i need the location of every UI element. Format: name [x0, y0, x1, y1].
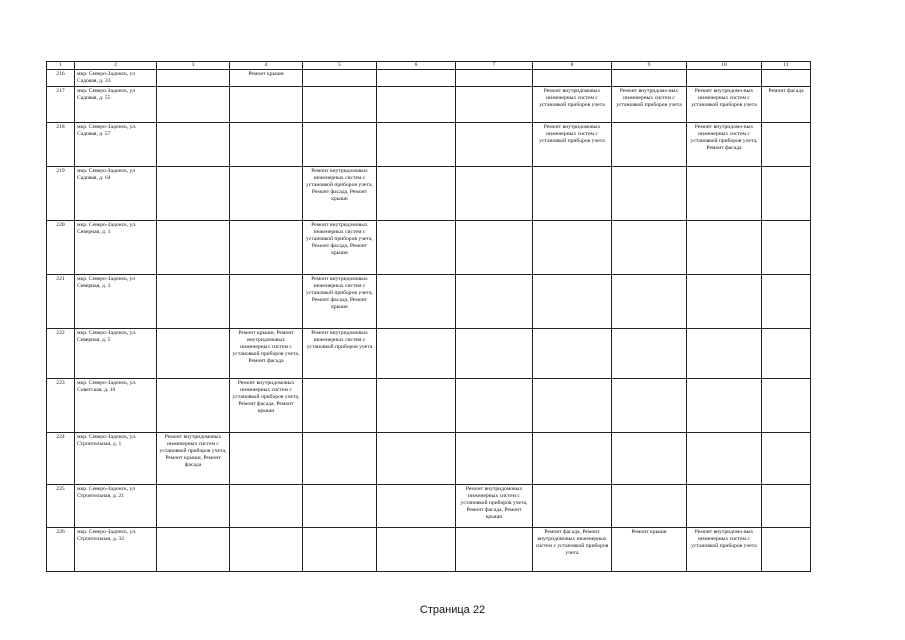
- table-row: [47, 485, 811, 528]
- work-type-cell: [687, 485, 762, 528]
- address-cell: мкр. Северо-Задонск, ул. Строительная, д. 1: [75, 433, 157, 485]
- work-type-cell: Ремонт крыши, Ремонт внутридомовых инженерных систем с установкой приборов учета, Ремонт фасада: [230, 329, 303, 379]
- work-type-cell: [377, 167, 456, 221]
- work-type-cell: [762, 275, 811, 329]
- work-type-cell: [612, 221, 687, 275]
- work-type-cell: Ремонт внутридомо-вых инженерных систем с установкой приборов учета, Ремонт фасада: [687, 123, 762, 167]
- address-cell: мкр. Северо-Задонск, ул. Строительная, д. 32: [75, 528, 157, 572]
- row-number: 224: [47, 433, 75, 485]
- row-number: 216: [47, 70, 75, 87]
- work-type-cell: [612, 485, 687, 528]
- row-number: 221: [47, 275, 75, 329]
- work-type-cell: [303, 87, 377, 123]
- work-type-cell: [230, 528, 303, 572]
- address-cell: мкр. Северо-Задонск, ул Садовая, д. 55: [75, 87, 157, 123]
- work-type-cell: [687, 275, 762, 329]
- work-type-cell: [303, 528, 377, 572]
- work-type-cell: [157, 87, 230, 123]
- work-type-cell: Ремонт крыши: [612, 528, 687, 572]
- work-type-cell: [377, 433, 456, 485]
- work-type-cell: [230, 221, 303, 275]
- column-number-header-row: [47, 62, 811, 70]
- work-type-cell: Ремонт внутридомо-вых инженерных систем с установкой приборов учета: [687, 528, 762, 572]
- work-type-cell: [612, 329, 687, 379]
- work-type-cell: [533, 485, 612, 528]
- column-number: 2: [75, 62, 157, 70]
- row-number: 226: [47, 528, 75, 572]
- work-type-cell: [687, 379, 762, 433]
- address-cell: мкр. Северо-Задонск, ул Строительная, д. 21: [75, 485, 157, 528]
- row-number: 219: [47, 167, 75, 221]
- work-type-cell: [612, 433, 687, 485]
- work-type-cell: [377, 485, 456, 528]
- work-type-cell: [456, 275, 533, 329]
- table-row: [47, 123, 811, 167]
- column-number: 8: [533, 62, 612, 70]
- table-row: [47, 528, 811, 572]
- address-cell: мкр. Северо-Задонск, ул Северная, д. 3: [75, 275, 157, 329]
- work-type-cell: [377, 329, 456, 379]
- work-type-cell: [377, 87, 456, 123]
- work-type-cell: [230, 123, 303, 167]
- work-type-cell: [456, 329, 533, 379]
- work-type-cell: Ремонт фасада, Ремонт внутридомовых инженерных систем с установкой приборов учета: [533, 528, 612, 572]
- column-number: 1: [47, 62, 75, 70]
- work-type-cell: [456, 528, 533, 572]
- row-number: 225: [47, 485, 75, 528]
- table-row: [47, 433, 811, 485]
- table-row: [47, 167, 811, 221]
- work-type-cell: [762, 528, 811, 572]
- work-type-cell: [533, 221, 612, 275]
- work-type-cell: Ремонт внутридомовых инженерных систем с установкой приборов учета: [533, 87, 612, 123]
- work-type-cell: [157, 329, 230, 379]
- work-type-cell: [230, 433, 303, 485]
- work-type-cell: [303, 70, 377, 87]
- work-type-cell: Ремонт фасада: [762, 87, 811, 123]
- work-type-cell: [157, 379, 230, 433]
- table-row: [47, 70, 811, 87]
- work-type-cell: Ремонт внутридомо-вых инженерных систем с установкой приборов учета: [612, 87, 687, 123]
- capital-repair-schedule-table: [46, 61, 811, 572]
- work-type-cell: [612, 70, 687, 87]
- work-type-cell: [533, 275, 612, 329]
- row-number: 218: [47, 123, 75, 167]
- work-type-cell: [157, 528, 230, 572]
- work-type-cell: [762, 379, 811, 433]
- table-row: [47, 329, 811, 379]
- work-type-cell: [533, 167, 612, 221]
- work-type-cell: [456, 87, 533, 123]
- work-type-cell: [377, 70, 456, 87]
- work-type-cell: [230, 87, 303, 123]
- column-number: 6: [377, 62, 456, 70]
- work-type-cell: [687, 329, 762, 379]
- work-type-cell: [377, 379, 456, 433]
- work-type-cell: [456, 123, 533, 167]
- work-type-cell: [533, 379, 612, 433]
- work-type-cell: [157, 275, 230, 329]
- work-type-cell: [612, 379, 687, 433]
- column-number: 9: [612, 62, 687, 70]
- table-row: [47, 275, 811, 329]
- column-number: 11: [762, 62, 811, 70]
- work-type-cell: [612, 275, 687, 329]
- work-type-cell: [157, 70, 230, 87]
- work-type-cell: Ремонт внутридомовых инженерных систем с установкой приборов учета: [533, 123, 612, 167]
- column-number: 3: [157, 62, 230, 70]
- work-type-cell: [303, 123, 377, 167]
- work-type-cell: [533, 329, 612, 379]
- work-type-cell: [456, 70, 533, 87]
- work-type-cell: [687, 70, 762, 87]
- work-type-cell: [157, 485, 230, 528]
- work-type-cell: [762, 221, 811, 275]
- column-number: 10: [687, 62, 762, 70]
- work-type-cell: [612, 123, 687, 167]
- row-number: 222: [47, 329, 75, 379]
- work-type-cell: [533, 70, 612, 87]
- work-type-cell: [157, 167, 230, 221]
- row-number: 217: [47, 87, 75, 123]
- row-number: 223: [47, 379, 75, 433]
- work-type-cell: [762, 329, 811, 379]
- column-number: 4: [230, 62, 303, 70]
- row-number: 220: [47, 221, 75, 275]
- work-type-cell: [762, 70, 811, 87]
- work-type-cell: [303, 433, 377, 485]
- work-type-cell: [687, 167, 762, 221]
- work-type-cell: Ремонт внутридомовых инженерных систем с установкой приборов учета, Ремонт фасада, Ремонт крыши: [303, 221, 377, 275]
- address-cell: мкр. Северо-Задонск, ул Садовая, д. 64: [75, 167, 157, 221]
- address-cell: мкр. Северо-Задонск, ул. Северная, д. 5: [75, 329, 157, 379]
- work-type-cell: [762, 433, 811, 485]
- work-type-cell: [157, 221, 230, 275]
- work-type-cell: [230, 485, 303, 528]
- address-cell: мкр. Северо-Задонск, ул Садовая, д. 33: [75, 70, 157, 87]
- work-type-cell: [456, 379, 533, 433]
- work-type-cell: [377, 221, 456, 275]
- address-cell: мкр. Северо-Задонск, ул. Советская, д. 10: [75, 379, 157, 433]
- work-type-cell: [456, 433, 533, 485]
- table-row: [47, 87, 811, 123]
- column-number: 7: [456, 62, 533, 70]
- work-type-cell: [230, 275, 303, 329]
- work-type-cell: [377, 123, 456, 167]
- work-type-cell: [157, 123, 230, 167]
- work-type-cell: [687, 221, 762, 275]
- work-type-cell: [687, 433, 762, 485]
- work-type-cell: [230, 167, 303, 221]
- work-type-cell: Ремонт внутридомовых инженерных систем с установкой приборов учета, Ремонт фасада, Ремонт крыши: [303, 167, 377, 221]
- work-type-cell: [303, 379, 377, 433]
- work-type-cell: Ремонт внутридомовых инженерных систем с установкой приборов учета, Ремонт фасада, Ремонт крыши: [303, 275, 377, 329]
- work-type-cell: [762, 167, 811, 221]
- work-type-cell: Ремонт крыши: [230, 70, 303, 87]
- work-type-cell: Ремонт внутридомовых инженерных систем с установкой приборов учета, Ремонт фасада, Ремонт крыши: [230, 379, 303, 433]
- work-type-cell: [377, 528, 456, 572]
- work-type-cell: [456, 167, 533, 221]
- address-cell: мкр. Северо-Задонск, ул. Северная, д. 1: [75, 221, 157, 275]
- work-type-cell: Ремонт внутридомо-вых инженерных систем с установкой приборов учета: [687, 87, 762, 123]
- address-cell: мкр. Северо-Задонск, ул. Садовая, д. 57: [75, 123, 157, 167]
- work-type-cell: [377, 275, 456, 329]
- work-type-cell: [612, 167, 687, 221]
- table-row: [47, 221, 811, 275]
- work-type-cell: [762, 485, 811, 528]
- work-type-cell: [762, 123, 811, 167]
- page-number-footer: Страница 22: [419, 604, 486, 616]
- work-type-cell: Ремонт внутридомовых инженерных систем с установкой приборов учета, Ремонт фасада, Ремонт крыши: [456, 485, 533, 528]
- work-type-cell: [456, 221, 533, 275]
- work-type-cell: Ремонт внутридомовых инженерных систем с установкой приборов учета, Ремонт крыши, Ремонт фасада: [157, 433, 230, 485]
- work-type-cell: [533, 433, 612, 485]
- work-type-cell: [303, 485, 377, 528]
- column-number: 5: [303, 62, 377, 70]
- work-type-cell: Ремонт внутридомовых инженерных систем с установкой приборов учета: [303, 329, 377, 379]
- table-row: [47, 379, 811, 433]
